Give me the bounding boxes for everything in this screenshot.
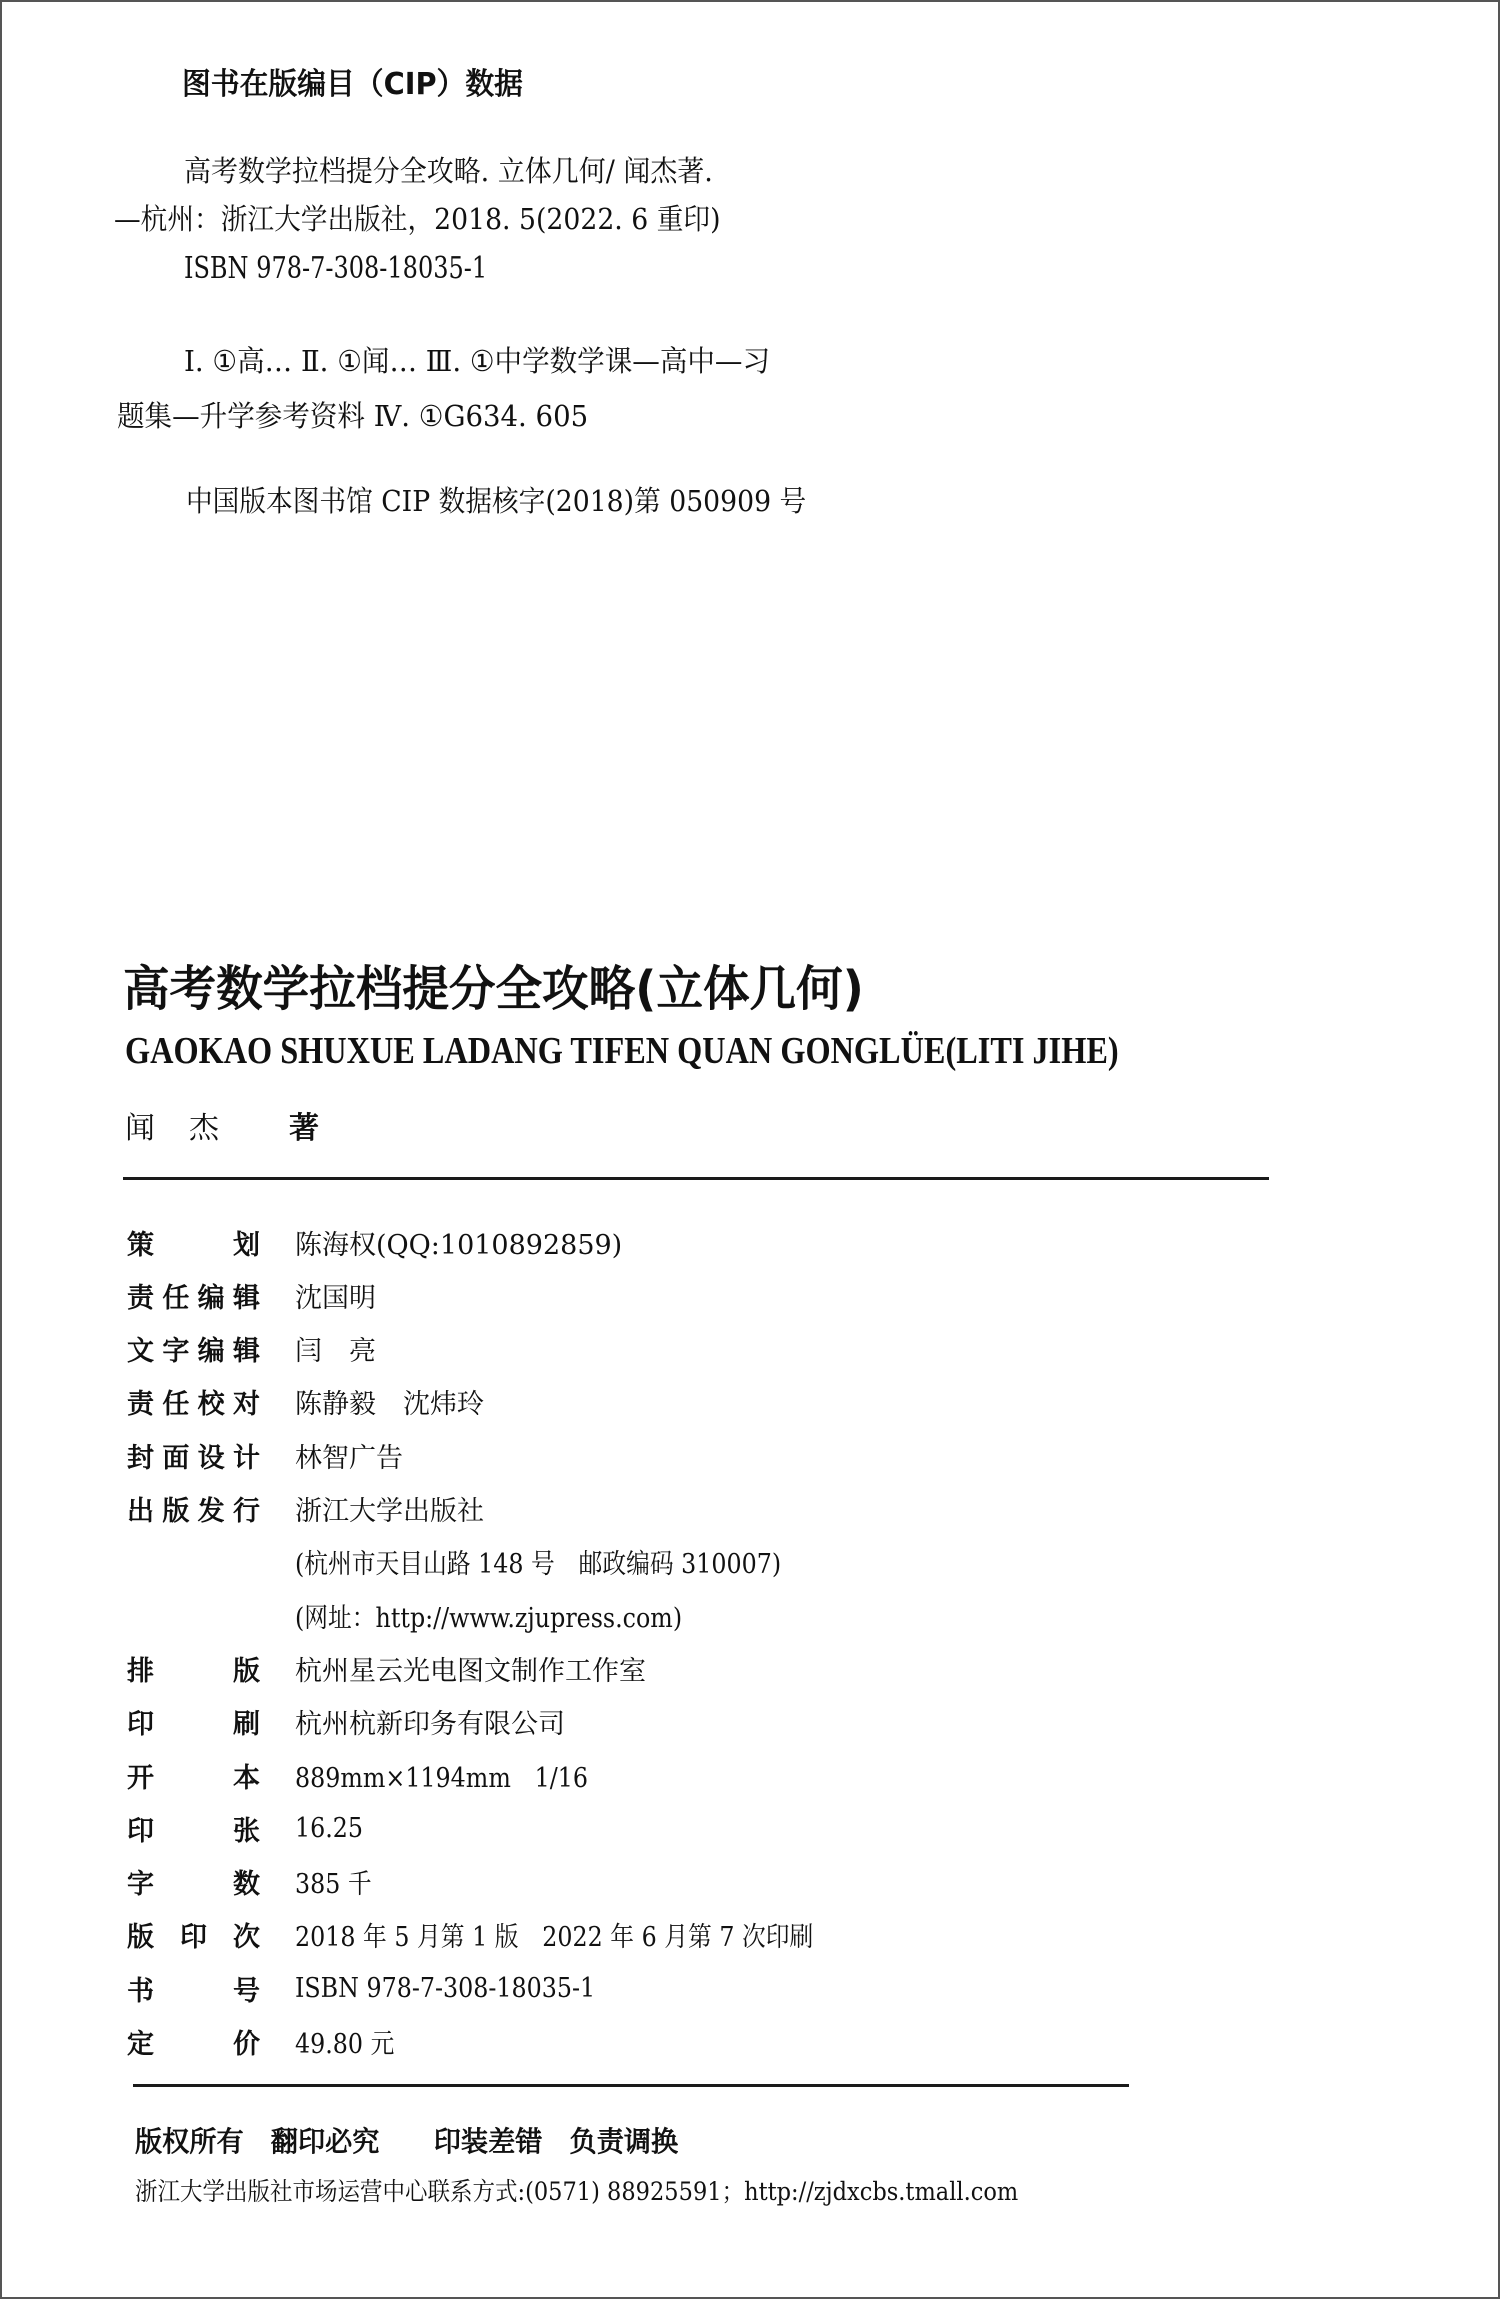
credit-row bbox=[127, 1435, 403, 1475]
credit-row bbox=[127, 1222, 623, 1262]
credit-label-char: 字 bbox=[162, 1336, 190, 1368]
credit-label bbox=[127, 2022, 260, 2061]
credit-label-char: 数 bbox=[233, 1869, 260, 1901]
credit-row bbox=[127, 1915, 814, 1955]
credit-label-char: 价 bbox=[233, 2029, 260, 2060]
cip-isbn: ISBN 978-7-308-18035-1 bbox=[184, 251, 488, 286]
credit-row bbox=[127, 1648, 646, 1688]
credit-row bbox=[127, 1382, 484, 1422]
credit-label-char: 编 bbox=[197, 1282, 225, 1314]
credit-label bbox=[127, 1809, 260, 1848]
credit-label-char: 策 bbox=[127, 1229, 154, 1261]
credit-row bbox=[127, 1755, 588, 1795]
credit-label bbox=[127, 1649, 260, 1688]
credit-value: (杭州市天目山路 148 号 邮政编码 310007) bbox=[295, 1549, 782, 1581]
credit-label-char: 版 bbox=[162, 1496, 190, 1527]
credit-value: (网址：http://www.zjupress.com) bbox=[295, 1602, 683, 1634]
credit-label-char: 出 bbox=[127, 1496, 154, 1527]
credit-label-char: 封 bbox=[127, 1442, 154, 1474]
credit-value: 16.25 bbox=[295, 1812, 364, 1844]
credit-value: 2018 年 5 月第 1 版 2022 年 6 月第 7 次印刷 bbox=[295, 1922, 814, 1954]
credit-label-char: 版 bbox=[233, 1655, 260, 1687]
credit-label-char: 划 bbox=[233, 1229, 260, 1261]
credit-row bbox=[127, 1968, 596, 2008]
credit-row bbox=[127, 1862, 372, 1902]
credit-label bbox=[127, 1276, 260, 1315]
credit-label-char: 开 bbox=[127, 1762, 154, 1794]
cip-publisher-line: —杭州：浙江大学出版社，2018. 5(2022. 6 重印) bbox=[114, 202, 721, 236]
credit-value: 陈海权(QQ:1010892859) bbox=[295, 1229, 623, 1261]
credit-label-char: 对 bbox=[232, 1389, 260, 1421]
credit-value: 889mm×1194mm 1/16 bbox=[295, 1762, 588, 1794]
credit-value: ISBN 978-7-308-18035-1 bbox=[295, 1972, 596, 2004]
credit-label-char: 文 bbox=[127, 1336, 154, 1368]
credit-label bbox=[127, 1702, 260, 1741]
credit-label-char: 次 bbox=[233, 1922, 260, 1954]
credit-label bbox=[127, 1382, 260, 1421]
credit-label-char: 书 bbox=[127, 1975, 154, 2007]
credit-label-char: 本 bbox=[233, 1762, 260, 1794]
cip-classification-line-2: 题集—升学参考资料 Ⅳ. ①G634. 605 bbox=[117, 399, 589, 433]
author-name-1: 闻 bbox=[125, 1111, 155, 1146]
credit-label-char: 刷 bbox=[233, 1709, 260, 1741]
credit-label-char: 定 bbox=[127, 2029, 154, 2060]
credit-value: 385 千 bbox=[295, 1869, 372, 1901]
book-title-en: GAOKAO SHUXUE LADANG TIFEN QUAN GONGLÜE(LITI JIHE) bbox=[125, 1030, 1119, 1072]
credit-row bbox=[127, 1542, 782, 1582]
cip-data-number: 中国版本图书馆 CIP 数据核字(2018)第 050909 号 bbox=[186, 484, 807, 518]
book-title-cn: 高考数学拉档提分全攻略(立体几何) bbox=[123, 961, 864, 1017]
credit-value: 49.80 元 bbox=[295, 2029, 395, 2060]
credit-label-char: 辑 bbox=[232, 1282, 260, 1314]
divider-bottom bbox=[133, 2084, 1129, 2087]
credit-label-char: 辑 bbox=[232, 1336, 260, 1368]
credit-row bbox=[127, 1329, 376, 1369]
credit-row bbox=[127, 2022, 395, 2062]
credit-label bbox=[127, 1436, 260, 1475]
author-name-2: 杰 bbox=[189, 1111, 219, 1146]
credit-value: 浙江大学出版社 bbox=[295, 1496, 484, 1527]
credit-label-char: 任 bbox=[162, 1282, 190, 1314]
credit-label-char: 设 bbox=[197, 1442, 225, 1474]
credit-row bbox=[127, 1595, 683, 1635]
credit-label-char: 字 bbox=[127, 1869, 154, 1901]
author-line bbox=[125, 1111, 319, 1146]
credit-label-char: 责 bbox=[127, 1389, 154, 1421]
credit-label bbox=[127, 1862, 260, 1901]
credit-value: 杭州杭新印务有限公司 bbox=[295, 1709, 565, 1741]
credit-label-char: 印 bbox=[127, 1815, 154, 1847]
credit-label-char: 张 bbox=[233, 1815, 260, 1847]
credit-label-char: 责 bbox=[127, 1282, 154, 1314]
author-role: 著 bbox=[289, 1111, 319, 1146]
credit-value: 杭州星云光电图文制作工作室 bbox=[295, 1655, 646, 1687]
credit-label-char: 编 bbox=[197, 1336, 225, 1368]
credit-value: 陈静毅 沈炜玲 bbox=[295, 1389, 484, 1421]
credit-row bbox=[127, 1808, 364, 1848]
credit-label-char: 计 bbox=[232, 1442, 260, 1474]
credit-label-char: 号 bbox=[233, 1975, 260, 2007]
credit-label bbox=[127, 1329, 260, 1368]
credit-value: 林智广告 bbox=[295, 1442, 403, 1474]
credit-label bbox=[127, 1223, 260, 1262]
rights-notice: 版权所有 翻印必究 印装差错 负责调换 bbox=[135, 2125, 679, 2158]
credit-label bbox=[127, 1969, 260, 2008]
credit-value: 沈国明 bbox=[295, 1282, 376, 1314]
divider-top bbox=[123, 1177, 1269, 1180]
credit-label-char: 面 bbox=[162, 1442, 190, 1474]
cip-classification-line-1: Ⅰ. ①高… Ⅱ. ①闻… Ⅲ. ①中学数学课—高中—习 bbox=[184, 344, 771, 378]
credit-label-char: 校 bbox=[197, 1389, 225, 1421]
credit-value: 闫 亮 bbox=[295, 1336, 376, 1368]
credit-label-char: 印 bbox=[127, 1709, 154, 1741]
cip-title-line: 高考数学拉档提分全攻略. 立体几何/ 闻杰著. bbox=[184, 154, 713, 188]
credit-row bbox=[127, 1702, 565, 1742]
credit-label-char: 发 bbox=[197, 1496, 225, 1527]
credit-label bbox=[127, 1756, 260, 1795]
credit-label-char: 排 bbox=[127, 1655, 154, 1687]
credit-label-char: 任 bbox=[162, 1389, 190, 1421]
credit-label bbox=[127, 1489, 260, 1528]
credit-row bbox=[127, 1489, 484, 1529]
credit-row bbox=[127, 1275, 376, 1315]
publisher-contact: 浙江大学出版社市场运营中心联系方式:(0571) 88925591；http://zjdxcbs.tmall.com bbox=[135, 2177, 1019, 2206]
cip-heading: 图书在版编目（CIP）数据 bbox=[182, 67, 523, 102]
credit-label-char: 印 bbox=[180, 1922, 207, 1954]
credit-label-char: 行 bbox=[232, 1496, 260, 1527]
credit-label-char: 版 bbox=[127, 1922, 154, 1954]
credit-label bbox=[127, 1915, 260, 1954]
